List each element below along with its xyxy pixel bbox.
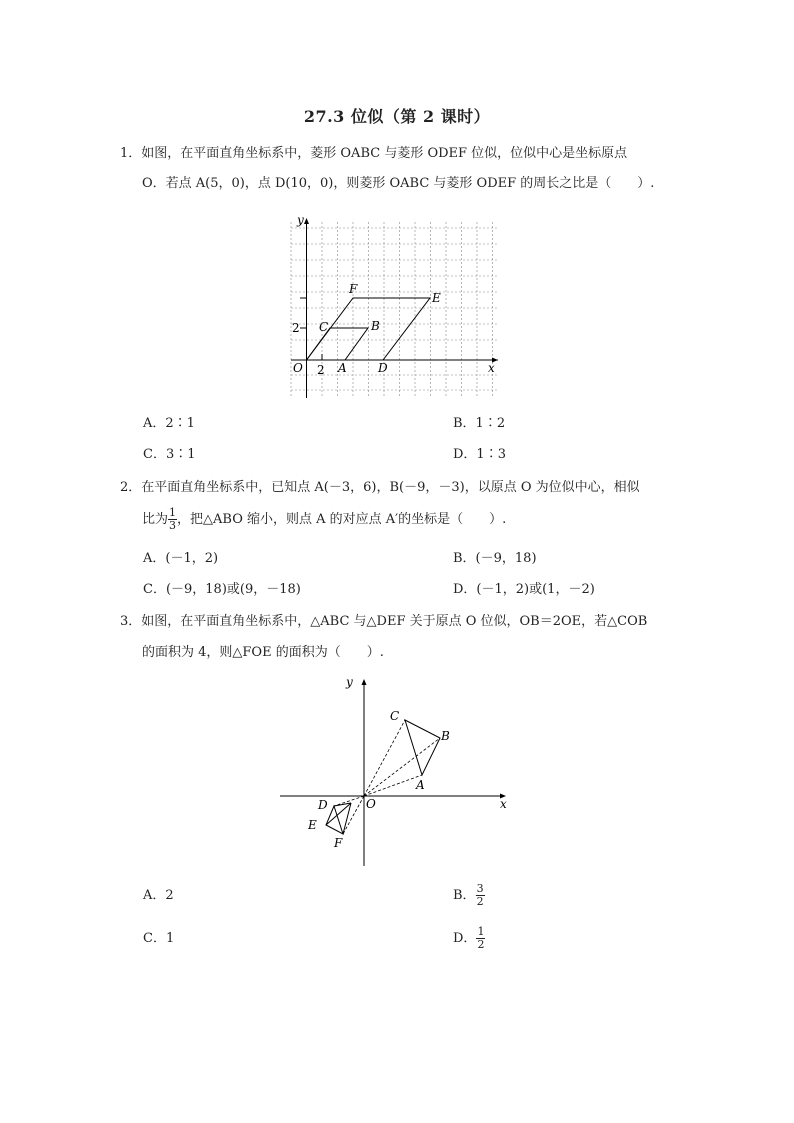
q1-tick-x-label: 2 bbox=[317, 363, 325, 377]
q1-label-e: E bbox=[432, 291, 441, 305]
q2-frac-num: 1 bbox=[169, 506, 177, 519]
q2-option-d: D．(－1，2)或(1，－2) bbox=[453, 582, 595, 597]
q3-option-c: C．1 bbox=[143, 931, 175, 946]
q2-option-b: B．(－9，18) bbox=[453, 551, 537, 566]
q3-option-b-num: 3 bbox=[476, 882, 484, 895]
q3-label-a: A bbox=[416, 778, 425, 792]
q3-label-d: D bbox=[318, 798, 328, 812]
q1-label-a: A bbox=[338, 361, 347, 375]
q1-label-c: C bbox=[319, 320, 329, 334]
q3-option-b bbox=[453, 880, 485, 912]
q2-option-a: A．(－1，2) bbox=[143, 551, 219, 566]
page-title: 27.3 位似（第 2 课时） bbox=[303, 107, 491, 126]
q3-option-a: A．2 bbox=[143, 888, 174, 903]
q3-option-d bbox=[453, 923, 485, 955]
q2-option-c: C．(－9，18)或(9，－18) bbox=[143, 582, 301, 597]
q2-stem-post: ，把△ABO 缩小，则点 A 的对应点 A′的坐标是（ ）. bbox=[177, 512, 507, 527]
q3-option-d-fraction bbox=[476, 926, 485, 951]
q1-stem-line1: 1．如图，在平面直角坐标系中，菱形 OABC 与菱形 ODEF 位似，位似中心是坐标原点 bbox=[120, 146, 628, 161]
q3-option-b-den: 2 bbox=[476, 895, 484, 908]
q3-label-f: F bbox=[334, 836, 343, 850]
q1-label-y: y bbox=[297, 213, 304, 227]
q1-label-x: x bbox=[488, 361, 495, 375]
q3-label-y: y bbox=[346, 675, 353, 689]
q3-option-b-prefix: B． bbox=[453, 888, 476, 903]
q1-option-c: C．3∶1 bbox=[143, 447, 196, 462]
q3-label-o: O bbox=[366, 797, 376, 811]
q1-label-d: D bbox=[378, 361, 388, 375]
q1-label-b: B bbox=[371, 319, 380, 333]
q1-label-f: F bbox=[349, 282, 358, 296]
q1-option-d: D．1∶3 bbox=[453, 447, 506, 462]
q3-option-d-prefix: D． bbox=[453, 931, 477, 946]
q1-stem-line2: O．若点 A(5，0)，点 D(10，0)，则菱形 OABC 与菱形 ODEF 的周长之比是（ ）. bbox=[142, 176, 655, 191]
q3-y-arrow bbox=[362, 679, 367, 685]
q3-label-e: E bbox=[308, 818, 317, 832]
q1-option-a: A．2∶1 bbox=[143, 416, 195, 431]
q1-y-arrow bbox=[304, 218, 309, 224]
q2-frac-den: 3 bbox=[169, 519, 177, 532]
q3-option-d-num: 1 bbox=[477, 925, 485, 938]
q1-label-o: O bbox=[293, 361, 303, 375]
q1-option-b: B．1∶2 bbox=[453, 416, 506, 431]
q2-stem-pre: 比为 bbox=[142, 512, 169, 527]
q3-label-x: x bbox=[500, 797, 507, 811]
q1-figure bbox=[283, 210, 503, 400]
q2-stem-line2 bbox=[142, 506, 506, 534]
q3-label-c: C bbox=[390, 709, 400, 723]
q3-triangle-def bbox=[326, 806, 343, 834]
q2-ratio-fraction bbox=[168, 507, 177, 532]
q2-stem-line1: 2．在平面直角坐标系中，已知点 A(－3，6)，B(－9，－3)，以原点 O 为位似中心，相似 bbox=[120, 480, 640, 495]
q3-option-d-den: 2 bbox=[477, 938, 485, 951]
q3-triangle-abc bbox=[405, 720, 440, 775]
q1-tick-y-label: 2 bbox=[292, 321, 300, 335]
q3-stem-line2: 的面积为 4，则△FOE 的面积为（ ）. bbox=[142, 645, 384, 660]
q3-label-b: B bbox=[441, 729, 450, 743]
q3-figure bbox=[276, 672, 516, 868]
q3-stem-line1: 3．如图，在平面直角坐标系中，△ABC 与△DEF 关于原点 O 位似，OB＝2OE，若△COB bbox=[120, 614, 648, 629]
q3-segment-f bbox=[343, 803, 351, 834]
q3-option-b-fraction bbox=[476, 883, 485, 908]
q3-segment-e bbox=[326, 803, 351, 825]
q3-dashed-rays bbox=[334, 720, 440, 834]
